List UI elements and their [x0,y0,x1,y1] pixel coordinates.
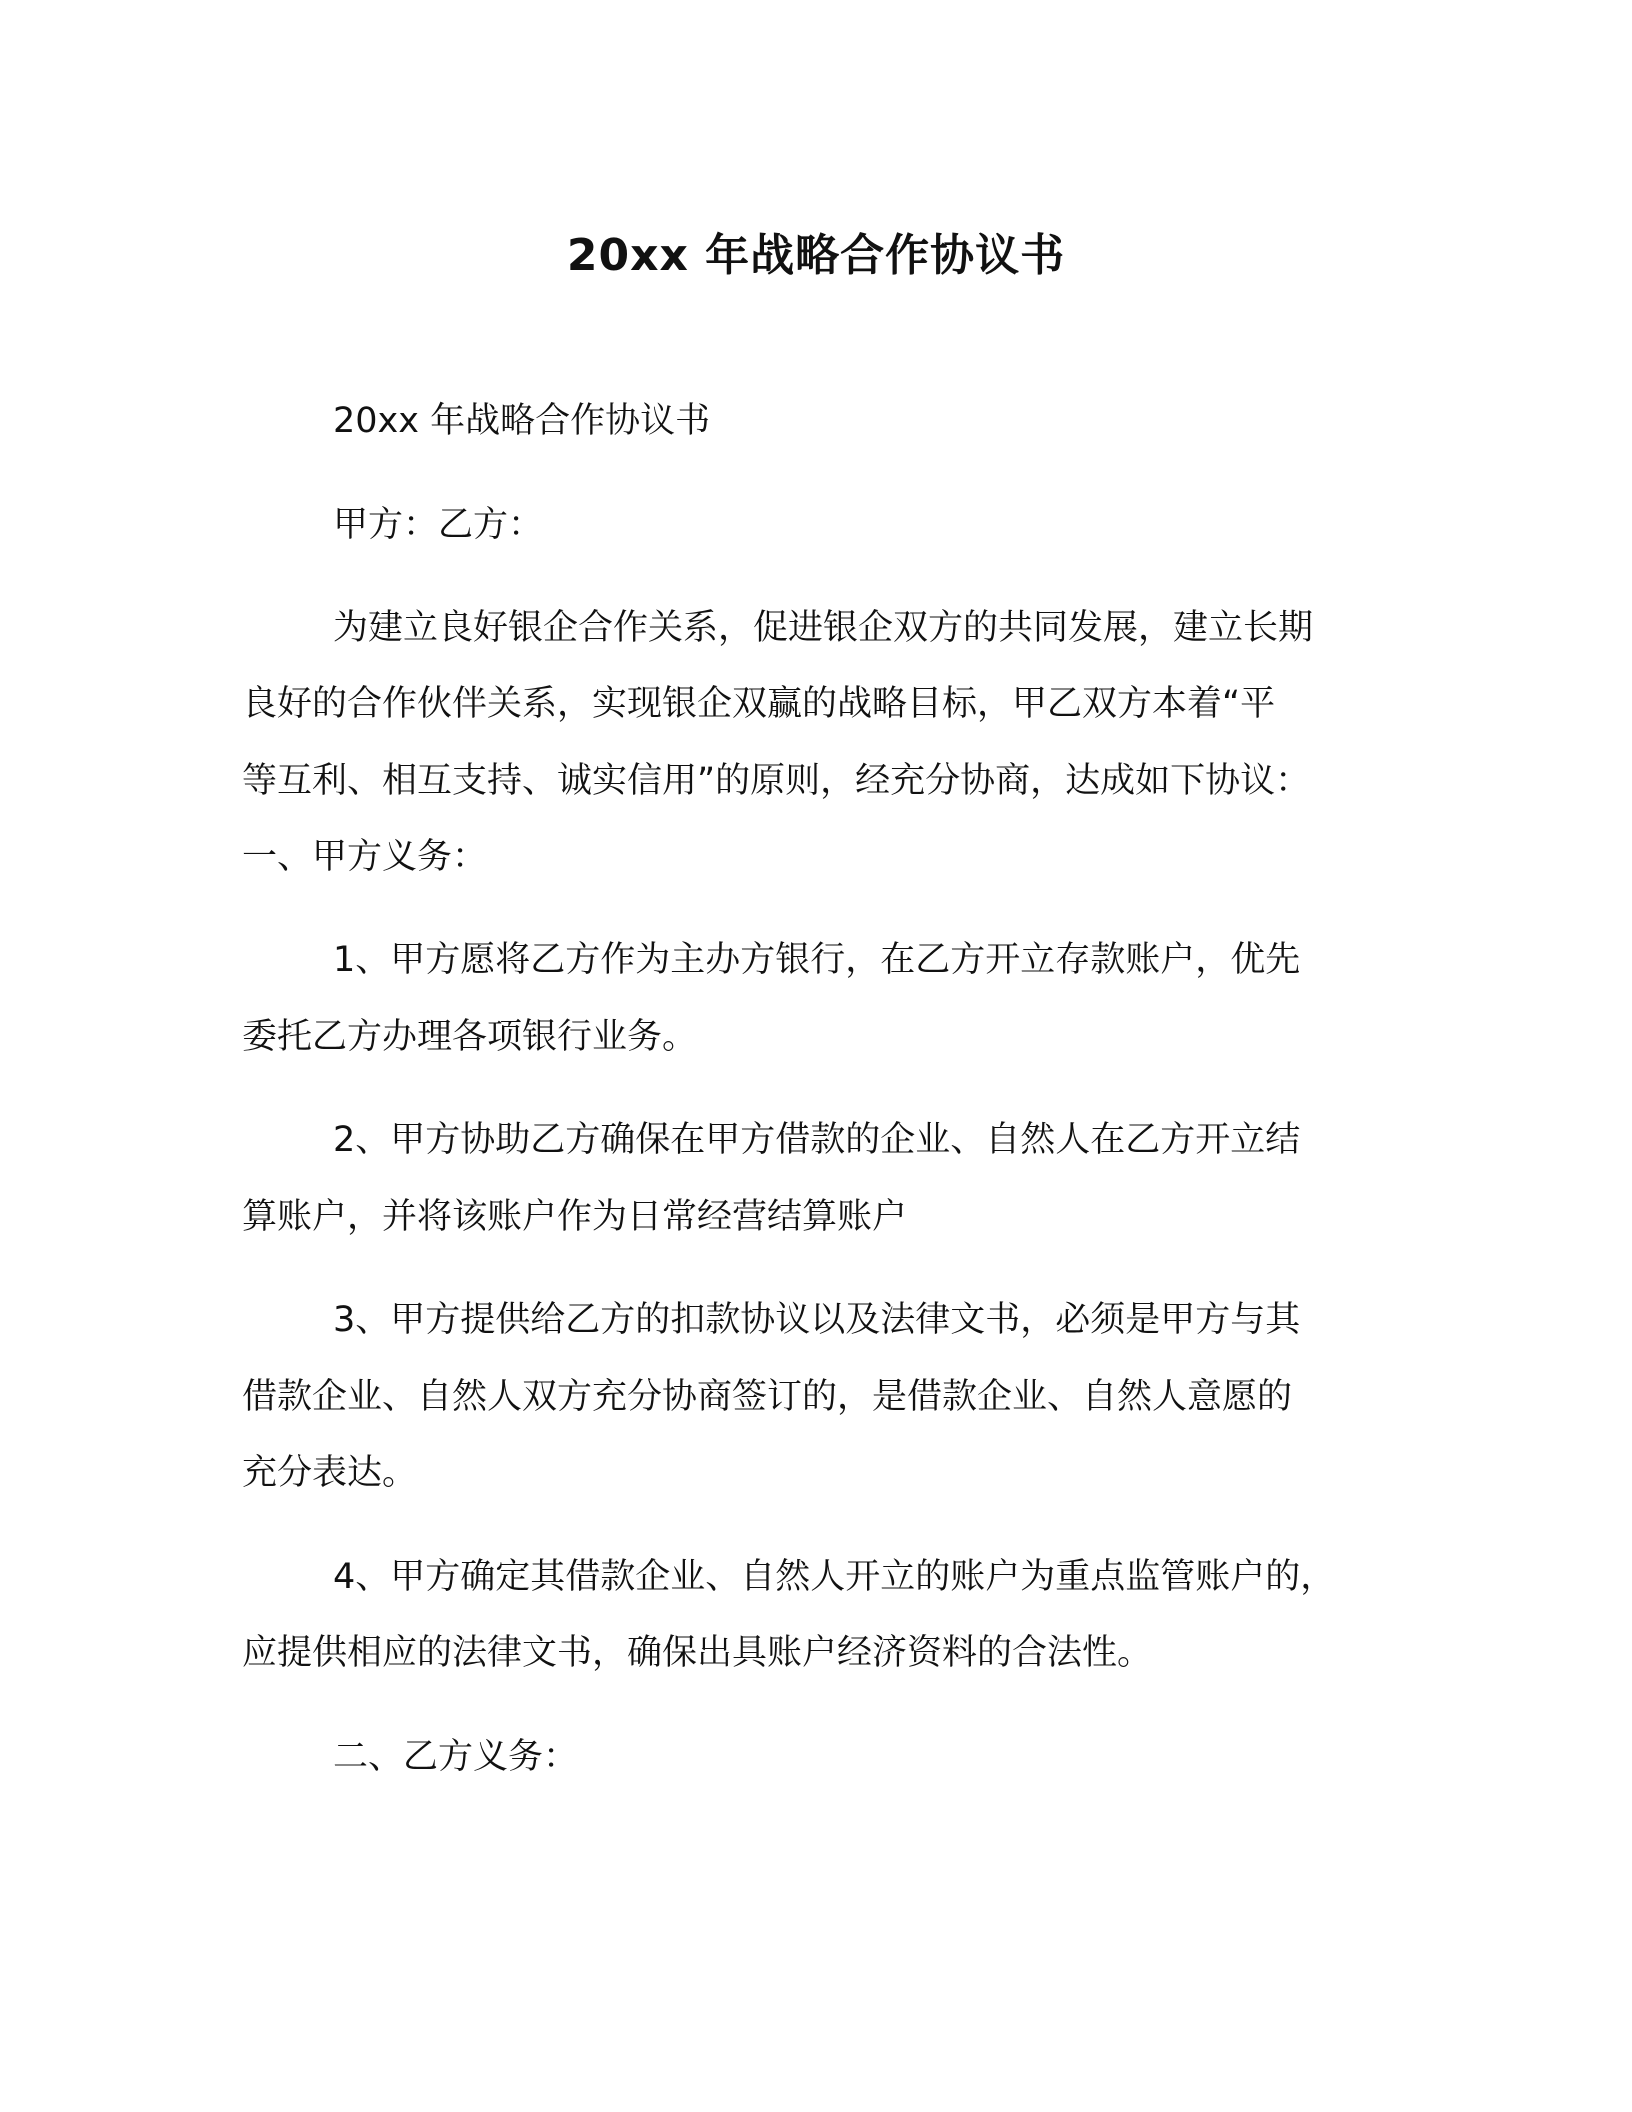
section-heading: 一、甲方义务： [242,837,488,877]
text-line: 20xx 年战略合作协议书 [333,401,711,441]
text-line: 良好的合作伙伴关系，实现银企双赢的战略目标，甲乙双方本着“平 [242,684,1276,724]
text-line: 甲方：乙方： [333,505,544,545]
text-line: 委托乙方办理各项银行业务。 [242,1017,698,1057]
text-line: 借款企业、自然人双方充分协商签订的，是借款企业、自然人意愿的 [242,1377,1293,1417]
text-line: 3、甲方提供给乙方的扣款协议以及法律文书，必须是甲方与其 [333,1300,1301,1340]
document-title: 20xx 年战略合作协议书 [566,230,1066,281]
text-line: 充分表达。 [242,1453,418,1493]
section-heading: 二、乙方义务： [333,1737,579,1777]
text-line: 1、甲方愿将乙方作为主办方银行，在乙方开立存款账户，优先 [333,940,1301,980]
text-line: 算账户，并将该账户作为日常经营结算账户 [242,1197,908,1237]
text-line: 为建立良好银企合作关系，促进银企双方的共同发展，建立长期 [333,608,1314,648]
text-line: 等互利、相互支持、诚实信用”的原则，经充分协商，达成如下协议： [242,761,1311,801]
text-line: 应提供相应的法律文书，确保出具账户经济资料的合法性。 [242,1633,1153,1673]
text-line: 2、甲方协助乙方确保在甲方借款的企业、自然人在乙方开立结 [333,1120,1301,1160]
text-line: 4、甲方确定其借款企业、自然人开立的账户为重点监管账户的， [333,1557,1336,1597]
